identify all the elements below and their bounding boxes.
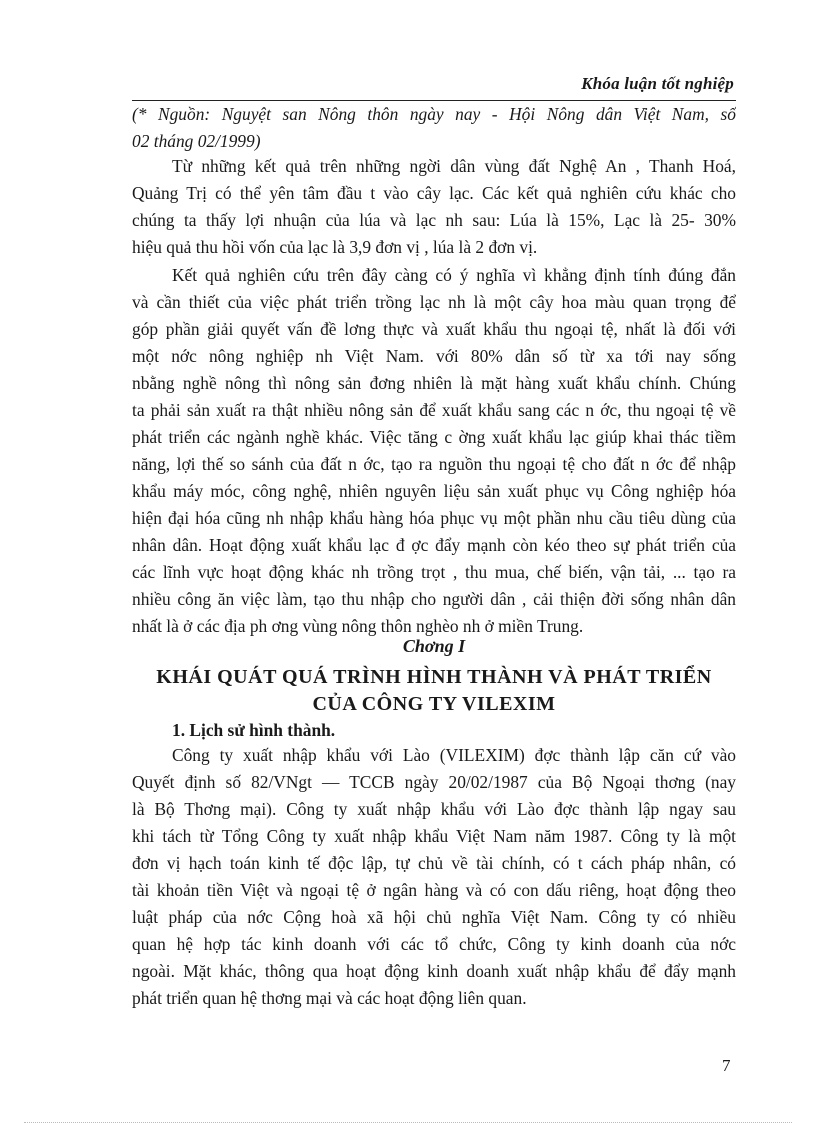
paragraph-line: năng, lợi thế so sánh của đất n ớc, tạo ra nguồn thu ngoại tệ cho đất n ớc để nhập: [132, 454, 736, 474]
source-note: [132, 101, 736, 155]
paragraph-line: luật pháp của nớc Cộng hoà xã hội chủ nghĩa Việt Nam. Công ty có nhiều: [132, 907, 736, 927]
paragraph-line: Quảng Trị có thể yên tâm đầu t vào cây lạc. Các kết quả nghiên cứu khác cho: [132, 183, 736, 203]
paragraph-line: phát triển quan hệ thơng mại và các hoạt động liên quan.: [132, 988, 527, 1008]
paragraph-1: [132, 153, 736, 261]
paragraph-line: Từ những kết quả trên những ngời dân vùng đất Nghệ An , Thanh Hoá,: [172, 156, 736, 176]
chapter-title-line: KHÁI QUÁT QUÁ TRÌNH HÌNH THÀNH VÀ PHÁT TRIỂN: [156, 666, 712, 688]
paragraph-line: một nớc nông nghiệp nh Việt Nam. với 80% dân số từ xa tới nay sống: [132, 346, 736, 366]
paragraph-line: tài khoản tiền Việt và ngoại tệ ở ngân hàng và có con dấu riêng, hoạt động theo: [132, 880, 736, 900]
page-number: 7: [722, 1056, 731, 1075]
paragraph-line: hiệu quả thu hồi vốn của lạc là 3,9 đơn vị , lúa là 2 đơn vị.: [132, 237, 538, 257]
section-heading: 1. Lịch sử hình thành.: [172, 720, 336, 740]
paragraph-line: ngoài. Mặt khác, thông qua hoạt động kinh doanh xuất nhập khẩu để đẩy mạnh: [132, 961, 736, 981]
paragraph-line: hiện đại hóa cũng nh nhập khẩu hàng hóa phục vụ một phần nhu cầu tiêu dùng của: [132, 508, 736, 528]
paragraph-line: là Bộ Thơng mại). Công ty xuất nhập khẩu với Lào đợc thành lập ngay sau: [132, 799, 736, 819]
paragraph-line: và cần thiết của việc phát triển trồng lạc nh là một cây hoa màu quan trọng để: [132, 292, 736, 312]
paragraph-line: nhiều công ăn việc làm, tạo thu nhập cho người dân , cải thiện đời sống nhân dân: [132, 589, 736, 609]
running-header-title: Khóa luận tốt nghiệp: [581, 74, 734, 93]
paragraph-line: quan hệ hợp tác kinh doanh với các tổ chức, Công ty kinh doanh của nớc: [132, 934, 736, 954]
paragraph-2: [132, 262, 736, 640]
chapter-label: Chơng I: [402, 636, 466, 656]
paragraph-line: ta phải sản xuất ra thật nhiều nông sản để xuất khẩu sang các n ớc, thu ngoại tệ về: [132, 400, 736, 420]
paragraph-line: khẩu máy móc, công nghệ, nhiên nguyên liệu sản xuất phục vụ Công nghiệp hóa: [132, 481, 736, 501]
paragraph-line: phát triển các ngành nghề khác. Việc tăng c ờng xuất khẩu lạc giúp khai thác tiềm: [132, 427, 736, 447]
paragraph-line: đơn vị hạch toán kinh tế độc lập, tự chủ về tài chính, có t cách pháp nhân, có: [132, 853, 736, 873]
paragraph-3: [132, 742, 736, 1012]
paragraph-line: Kết quả nghiên cứu trên đây càng có ý nghĩa vì khẳng định tính đúng đắn: [172, 265, 736, 285]
paragraph-line: nhất là ở các địa ph ơng vùng nông thôn nghèo nh ở miền Trung.: [132, 616, 584, 636]
paragraph-line: chúng ta thấy lợi nhuận của lúa và lạc nh sau: Lúa là 15%, Lạc là 25- 30%: [132, 210, 736, 230]
chapter-title: [120, 664, 748, 718]
source-note-line: (* Nguồn: Nguyệt san Nông thôn ngày nay - Hội Nông dân Việt Nam, số: [132, 104, 736, 124]
paragraph-line: góp phần giải quyết vấn đề lơng thực và xuất khẩu thu ngoại tệ, nhất là đối với: [132, 319, 736, 339]
paragraph-line: các lĩnh vực hoạt động khác nh trồng trọt , thu mua, chế biến, vận tải, ... tạo ra: [132, 562, 736, 582]
paragraph-line: nhân dân. Hoạt động xuất khẩu lạc đ ợc đẩy mạnh còn kéo theo sự phát triển của: [132, 535, 736, 555]
paragraph-line: Công ty xuất nhập khẩu với Lào (VILEXIM) đợc thành lập căn cứ vào: [172, 745, 736, 765]
chapter-title-line: CỦA CÔNG TY VILEXIM: [312, 693, 556, 715]
source-note-line: 02 tháng 02/1999): [132, 131, 261, 151]
paragraph-line: nbằng nghề nông thì nông sản đơng nhiên là mặt hàng xuất khẩu chính. Chúng: [132, 373, 736, 393]
paragraph-line: Quyết định số 82/VNgt — TCCB ngày 20/02/1987 của Bộ Ngoại thơng (nay: [132, 772, 736, 792]
paragraph-line: khi tách từ Tổng Công ty xuất nhập khẩu Việt Nam năm 1987. Công ty là một: [132, 826, 736, 846]
